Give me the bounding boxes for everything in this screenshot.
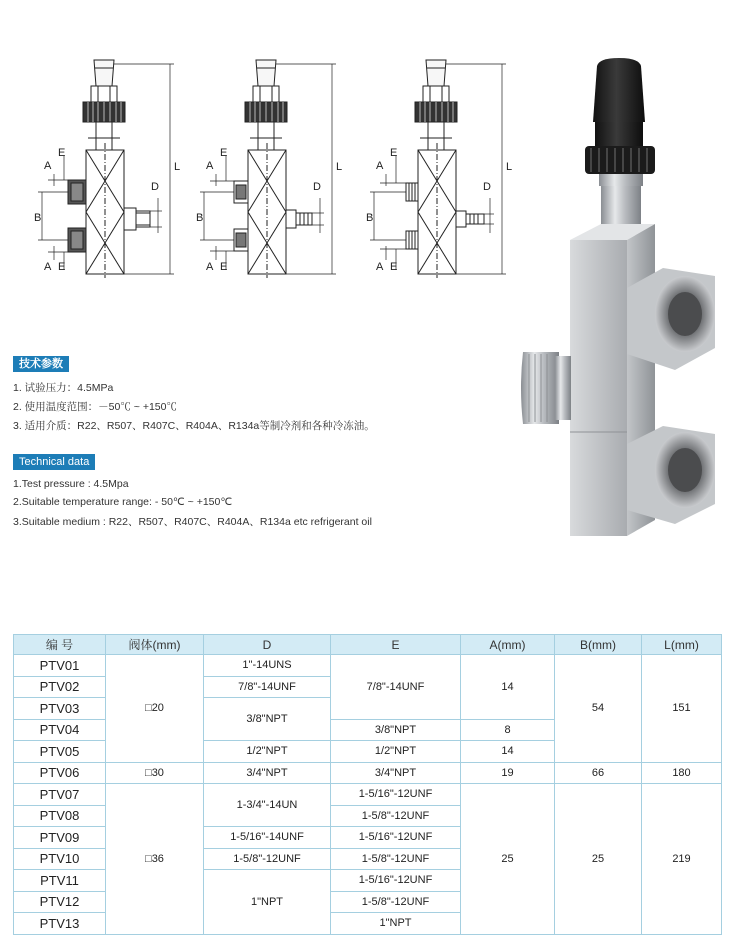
model-cell: PTV13	[14, 913, 106, 935]
technical-drawing-1	[34, 38, 188, 278]
dim-label-a-top: A	[44, 160, 52, 172]
d-cell: 1"-14UNS	[204, 655, 331, 677]
l-cell: 151	[642, 655, 722, 763]
d-cell: 7/8"-14UNF	[204, 676, 331, 698]
d-cell: 1/2"NPT	[204, 741, 331, 763]
table-header-row	[14, 635, 722, 655]
header-body: 阀体(mm)	[106, 635, 204, 655]
a-cell: 25	[461, 784, 555, 935]
model-cell: PTV06	[14, 762, 106, 784]
model-cell: PTV10	[14, 848, 106, 870]
e-cell: 1-5/8"-12UNF	[331, 805, 461, 827]
d-cell: 3/8"NPT	[204, 698, 331, 741]
d-cell: 3/4"NPT	[204, 762, 331, 784]
dim-label-b: B	[34, 212, 42, 224]
header-b: B(mm)	[555, 635, 642, 655]
e-cell: 1"NPT	[331, 913, 461, 935]
body-size-cell: □20	[106, 655, 204, 763]
dim-label-l: L	[174, 161, 181, 173]
technical-en-header: Technical data	[13, 454, 95, 470]
header-l: L(mm)	[642, 635, 722, 655]
dim-label-l: L	[336, 161, 343, 173]
l-cell: 180	[642, 762, 722, 784]
technical-cn-line-3: 3. 适用介质：R22、R507、R407C、R404A、R134a等制冷剂和各种冷冻油。	[13, 420, 375, 432]
dim-label-e-bottom: E	[220, 261, 228, 273]
dim-label-a-bottom: A	[206, 261, 214, 273]
table-row	[14, 655, 722, 677]
model-cell: PTV03	[14, 698, 106, 720]
d-cell: 1-5/8"-12UNF	[204, 848, 331, 870]
dim-label-e-top: E	[390, 147, 398, 159]
model-cell: PTV05	[14, 741, 106, 763]
body-size-cell: □30	[106, 762, 204, 784]
technical-cn-line-2: 2. 使用温度范围：－50℃ ~ +150℃	[13, 401, 177, 413]
technical-en-line-1: 1.Test pressure : 4.5Mpa	[13, 478, 129, 490]
a-cell: 19	[461, 762, 555, 784]
header-a: A(mm)	[461, 635, 555, 655]
dim-label-d: D	[151, 181, 159, 193]
b-cell: 25	[555, 784, 642, 935]
header-e: E	[331, 635, 461, 655]
a-cell: 14	[461, 655, 555, 720]
dim-label-e-top: E	[220, 147, 228, 159]
d-cell: 1"NPT	[204, 870, 331, 935]
dim-label-d: D	[483, 181, 491, 193]
e-cell: 7/8"-14UNF	[331, 655, 461, 720]
spec-table	[13, 634, 722, 935]
e-cell: 3/4"NPT	[331, 762, 461, 784]
model-cell: PTV12	[14, 891, 106, 913]
technical-en-line-2: 2.Suitable temperature range: - 50℃ ~ +150℃	[13, 496, 233, 508]
a-cell: 8	[461, 719, 555, 741]
model-cell: PTV01	[14, 655, 106, 677]
model-cell: PTV07	[14, 784, 106, 806]
dim-label-a-bottom: A	[376, 261, 384, 273]
dim-label-e-bottom: E	[390, 261, 398, 273]
table-row	[14, 762, 722, 784]
valve-product-photo	[515, 52, 730, 552]
dim-label-e-top: E	[58, 147, 66, 159]
header-model: 编 号	[14, 635, 106, 655]
d-cell: 1-3/4"-14UN	[204, 784, 331, 827]
dim-label-a-bottom: A	[44, 261, 52, 273]
l-cell: 219	[642, 784, 722, 935]
e-cell: 1-5/16"-12UNF	[331, 784, 461, 806]
b-cell: 54	[555, 655, 642, 763]
model-cell: PTV02	[14, 676, 106, 698]
model-cell: PTV09	[14, 827, 106, 849]
dim-label-d: D	[313, 181, 321, 193]
dim-label-e-bottom: E	[58, 261, 66, 273]
e-cell: 1-5/8"-12UNF	[331, 848, 461, 870]
technical-en-line-3: 3.Suitable medium : R22、R507、R407C、R404A、R134a etc refrigerant oil	[13, 516, 372, 528]
technical-cn-header: 技术参数	[13, 356, 69, 372]
b-cell: 66	[555, 762, 642, 784]
e-cell: 1-5/16"-12UNF	[331, 827, 461, 849]
d-cell: 1-5/16"-14UNF	[204, 827, 331, 849]
dim-label-b: B	[196, 212, 204, 224]
technical-cn-line-1: 1. 试验压力：4.5MPa	[13, 382, 114, 394]
model-cell: PTV11	[14, 870, 106, 892]
e-cell: 1-5/16"-12UNF	[331, 870, 461, 892]
dim-label-a-top: A	[376, 160, 384, 172]
model-cell: PTV08	[14, 805, 106, 827]
table-row	[14, 784, 722, 806]
dim-label-a-top: A	[206, 160, 214, 172]
dim-label-b: B	[366, 212, 374, 224]
technical-drawing-2	[196, 38, 350, 278]
e-cell: 1/2"NPT	[331, 741, 461, 763]
body-size-cell: □36	[106, 784, 204, 935]
model-cell: PTV04	[14, 719, 106, 741]
header-d: D	[204, 635, 331, 655]
dim-label-l: L	[506, 161, 513, 173]
technical-drawing-3	[366, 38, 520, 278]
e-cell: 3/8"NPT	[331, 719, 461, 741]
a-cell: 14	[461, 741, 555, 763]
e-cell: 1-5/8"-12UNF	[331, 891, 461, 913]
